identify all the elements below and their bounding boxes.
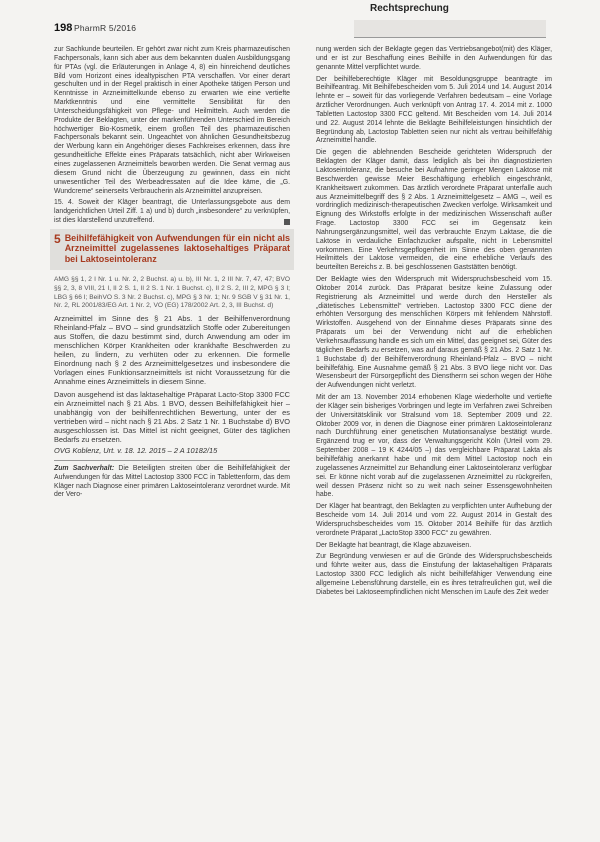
statute-references: AMG §§ 1, 2 I Nr. 1 u. Nr. 2, 2 Buchst. a) u. b), III Nr. 1, 2 III Nr. 7, 47, 47; BVO §§ 2, 3, 8 VIII, 21 I, II 2 S. 1, II 2 S. 1 Nr. 1 Buchst. c), II 2 S. 2, III 2, MPG § 3 I; LBG § 66 I; BeihVO S. 3 Nr. 2 Buchst. c), MPG § 3 Nr. 1; Nr. 9 SGB V § 31 Nr. 1, Nr. 2, RL 2001/83/EG Art. 1 Nr. 2, VO (EG) 178/2002 Art. 2, 3, III Buchst. d) [54, 276, 290, 310]
right-paragraph-6: Der Kläger hat beantragt, den Beklagten zu verpflichten unter Aufhebung der Bescheide vom 14. Juli 2014 und vom 22. August 2014 in Gestalt des Widerspruchsbescheides vom 15. Oktober 2014 Beihilfe für das ärztlich verordnete Präparat „LactoStop 3300 FCC“ zu gewähren. [316, 503, 552, 537]
headnote-paragraph-2: Davon ausgehend ist das laktasehaltige Präparat Lacto-Stop 3300 FCC ein Arzneimittel nach § 21 Abs. 1 BVO, dessen Beihilfefähigkeit hier – unabhängig von der beihilfenrechtlichen Bewertung, unter der es vertrieben wird – nicht nach § 21 Abs. 2 Satz 1 Nr. 1 Buchstabe d) BVO ausgeschlossen ist. Das Mittel ist nicht geeignet, Güter des täglichen Bedarfs zu ersetzen. [54, 389, 290, 444]
divider [54, 460, 290, 461]
left-column [54, 46, 290, 503]
page-number: 198 [54, 22, 73, 34]
right-paragraph-1: nung werden sich der Beklagte gegen das Vertriebsangebot(mit) des Kläger, und er ist zur Beschaffung eines Beihilfe in den Aufwendungen für das genannte Mittel verpflichtet wurde. [316, 46, 552, 71]
right-paragraph-5: Mit der am 13. November 2014 erhobenen Klage wiederholte und vertiefte der Kläger sein bisheriges Vorbringen und legte im Verfahren zwei Schreiben der Universitätsklinik vor Stralsund vom 18. September 2009 und 22. Oktober 2009 vor, in denen die Diagnose einer primären Laktoseintoleranz nach Durchführung einer genetischen Mutationsanalyse bestätigt wurde. Ergänzend trug er vor, dass der Verwaltungsgericht Köln (Urteil vom 29. September 2008 – 19 K 4244/05 –) das vergleichbare Präparat Lakta als beihilfefähig anerkannt habe und mit dem Mittel Lactostop noch ein zugelassenes Arzneimittel zur Behandlung einer Laktoseintoleranz verfügbar sei. Er könne nicht vorab auf die zugelassenen Arzneimittel zu rückgreifen, weil dessen Präsenz nicht so zu weit nach seiner Essensgewohnheiten habe. [316, 394, 552, 499]
headnote-title-text: Beihilfefähigkeit von Aufwendungen für ein nicht als Arzneimittel zugelassenes laktosehaltiges Präparat bei Laktoseintoleranz [64, 232, 290, 264]
facts-text: Die Beteiligten streiten über die Beihilfefähigkeit der Aufwendungen für das Mittel Lactostop 3300 FCC in Tablettenform, das dem Kläger nach Diagnose einer primären Laktoseintoleranz verordnet wurde. Mit der Vero- [54, 464, 290, 499]
right-column [316, 46, 552, 601]
end-square-icon [284, 219, 290, 225]
right-paragraph-8: Zur Begründung verwiesen er auf die Gründe des Widerspruchsbescheids und führte weiter aus, dass die Einstufung der laktasehaltigen Präparats Lactostop 3300 FCC lediglich als nicht beihilfefähiger Verwendung eine allgemeine Lebensführung darstelle, ein es ihres tetrafreulichen gut, weil die Diabetes bei Laktoseempfindlichen nicht Menschen im Laufe des Zeit weder [316, 553, 552, 596]
right-paragraph-7: Der Beklagte hat beantragt, die Klage abzuweisen. [316, 541, 472, 549]
left-paragraph-1: zur Sachkunde beurteilen. Er gehört zwar nicht zum Kreis pharmazeutischen Fachpersonals, kann sich aber aus dem bekannten dualen Ausbildungsgang für PTAs (vgl. die Erläuterungen in Anlage 4, 8) ein hinreichend deutliches Bild vom Horizont eines idealtypischen PTA verschaffen. Vor einer derart geschulten und in der Regel praktisch in einer Apotheke tätigen Person und Kenntnisse in Arzneimittelkunde ebenso zu erwarten wie eine vertiefte Marktkenntnis und eine vermittelte Sensibilität für den Unterscheidungsfähigkeit von Pflege- und Heilmitteln. Auch werden die Produkte der Beklagten, unter der markenführenden Unterschied im Bereich höchwertiger Bio-Kosmetik, einem großen Teil des pharmazeutischen Fachpersonals bekannt sein. Ungeachtet von ähnlichen Gesundheitsbezug der Werbung kann ein Angehöriger dieses Fachkreises erkennen, dass ihre gesundheitliche Effekte eines Präparats tatsächlich, nicht aber Wirkweisen eines zugelassenen Arzneimittels beworben werden. Die Senat vermag aus diesem Grund nicht die Überzeugung zu gewinnen, dass ein nicht unwesentlicher Teil des Werbeadressaten auf die Idee käme, die „G. Wundcreme“ seinerseits Verbraucherin als Arzneimittel anzupreisen. [54, 46, 290, 195]
right-paragraph-4: Der Beklagte wies den Widerspruch mit Widerspruchsbescheid vom 15. Oktober 2014 zurück. Das Präparat besitze keine Zulassung oder Registrierung als Arzneimittel und werde durch den Hersteller als „diätetisches Lebensmittel“ vertrieben. Lactostop 3300 FCC diene der erhöhten Versorgung des menschlichen Körpers mit fehlendem Nährstoff. Wirkstoffen. Ausgehend von der Einnahme dieses Präparats sinne des Präparats um bei der Verwendung nicht auf die erheblichen Verkehrsauffassung handle es sich um ein Mittel, das geeignet sei, Güter des täglichen Bedarfs zu ersetzen, was auf daraus gemäß § 21 Abs. 2 Satz 1 Nr. 1 Buchstabe d) der Beihilfenverordnung Rheinland-Pfalz – BVO – nicht beihilfefähig. Eine Ausnahme gemäß § 21 Abs. 3 BVO liege nicht vor. Das Wesensbeurt der Fürsorgepflicht des Dienstherrn sei schon wegen der Höhe der Aufwendungen nicht verletzt. [316, 276, 552, 390]
headnote-summary: Arzneimittel im Sinne des § 21 Abs. 1 der Beihilfenverordnung Rheinland-Pfalz – BVO – sind grundsätzlich Stoffe oder Zubereitungen aus Stoffen, die dazu bestimmt sind, durch Anwendung am oder im menschlichen Körper Krankheiten oder krankhafte Beschwerden zu heilen, zu lindern, zu verhüten oder zu erkennen. Die formelle Einordnung nach § 2 des Arzneimittelgesetzes und insbesondere die Vorlagen eines Funktionsarzneimittels ist nicht Voraussetzung für die Annahme eines Arzneimittels in diesem Sinne. [54, 313, 290, 387]
section-title: Rechtsprechung [370, 3, 449, 14]
right-paragraph-3: Die gegen die ablehnenden Bescheide gerichteten Widerspruch der Beklagten der Kläger damit, dass lediglich als bei ihn diagnostizierten Laktoseintoleranz, die besuche bei Aufnahme geringer Mengen Laktose mit Beschwerden gewisse Meier Beschäftigung erheblich eingeschränkt, Krankheitswert zukommen. Das ärztlich verordnete Präparat unterfalle auch aus Arzneimittelbegriff des § 2 Abs. 1 Arzneimittelgesetz – AMG –, weil es vordringlich medizinisch-therapeutischen Zwecken verfolge. Wirksamkeit und Eignung des Wirkstoffs erfolgte in der medizinischen Wissenschaft außer Frage. Lactostop 3300 FCC sei im Gegensatz kein Nahrungsergänzungsmittel, weil das verbrauchte Enzym Laktase, die die Laktose in verdauliche Einfachzucker aufspalte, nicht in Lebensmittel vorkommen. Eine Verkehrsgepflogenheit im Sinne des oben genannten Heilmittels der Laktose vermeiden, die eine erhebliche Verlaufs des beurteilten Bereichs z. B. bei geschlossenen Gaststätten benötigt. [316, 149, 552, 272]
page-header [54, 20, 546, 40]
journal-label: PharmR 5/2016 [74, 23, 137, 33]
headnote-number: 5 [54, 231, 61, 246]
facts-paragraph [54, 465, 290, 500]
left-paragraph-2-text: 15. 4. Soweit der Kläger beantragt, die Unterlassungsgebote aus dem landgerichtlichen Urteil Ziff. 1 a) und b) durch „insbesondere“ zu verknüpfen, ist dies klarstellend unzutreffend. [54, 199, 290, 225]
facts-heading: Zum Sachverhalt: [54, 464, 115, 472]
left-paragraph-2 [54, 199, 290, 226]
court-citation: OVG Koblenz, Urt. v. 18. 12. 2015 – 2 A 10182/15 [54, 446, 218, 456]
section-banner [354, 20, 546, 38]
headnote-box [50, 229, 294, 271]
headnote-title [54, 233, 290, 265]
right-paragraph-2: Der beihilfeberechtigte Kläger mit Besoldungsgruppe beantragte im Beihilfeantrag. Mit Beihilfebescheiden vom 5. Juli 2014 und 14. August 2014 lehnte er – soweit für das vorliegende Verfahren bedeutsam – eine Vorlage ärztlicher Verordnungen. Auch verknüpft von Antrag 17. 4. 2014 mit z. 1000 Tabletten Lactostop 3300 FCC geltend. Mit Bescheiden vom 14. Juli 2014 und 22. August 2014 lehnte die Beklagte Beihilfeleistungen hinsichtlich der Begründung ab, Lactostop Tabletten seien nur nicht als vertrau beihilfefähig Arzneimittel handle. [316, 75, 552, 145]
